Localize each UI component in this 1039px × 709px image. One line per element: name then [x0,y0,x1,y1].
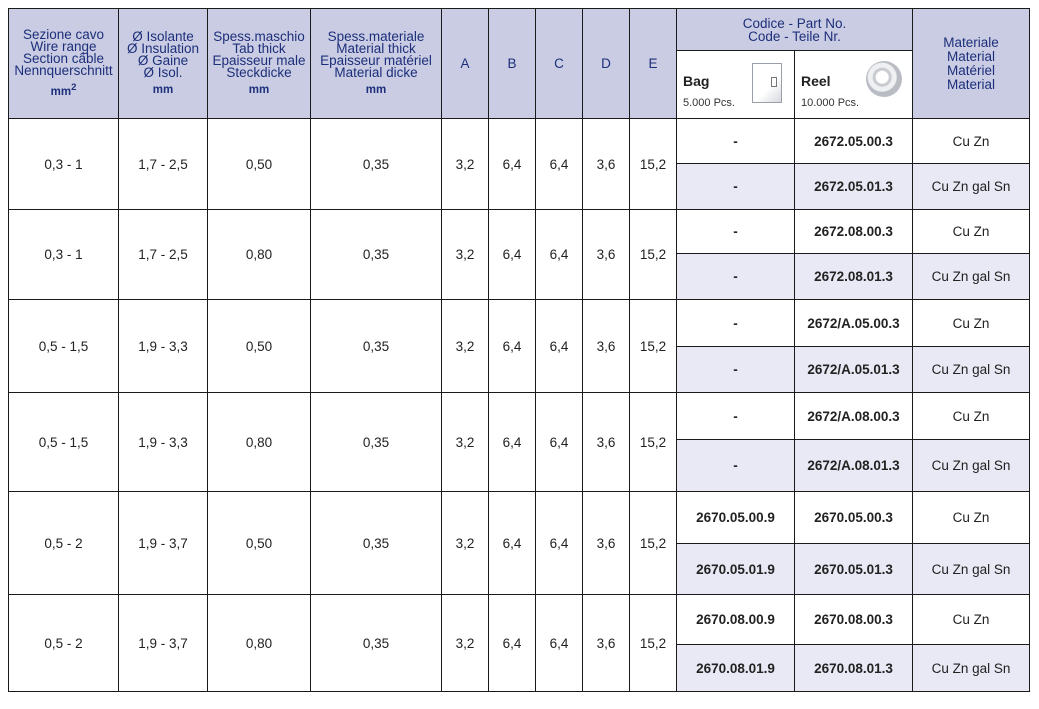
table-row [9,393,1030,440]
cell-bag-code: - [677,300,795,347]
cell-wire-range: 0,5 - 2 [9,595,119,692]
cell-wire-range: 0,5 - 1,5 [9,300,119,393]
cell-material: Cu Zn [913,119,1030,164]
cell-dim-a: 3,2 [442,119,489,210]
cell-dim-c: 6,4 [536,492,583,595]
header-reel [795,51,913,119]
cell-dim-a: 3,2 [442,300,489,393]
cell-bag-code: 2670.05.00.9 [677,492,795,544]
header-dim-b: B [489,9,536,119]
cell-material: Cu Zn gal Sn [913,544,1030,595]
header-dim-a: A [442,9,489,119]
cell-reel-code: 2672.05.00.3 [795,119,913,164]
cell-dim-b: 6,4 [489,119,536,210]
cell-tab-thick: 0,80 [208,393,311,492]
cell-dim-c: 6,4 [536,300,583,393]
cell-tab-thick: 0,80 [208,210,311,300]
cell-insulation: 1,9 - 3,3 [119,300,208,393]
bag-label: Bag [683,73,710,89]
cell-dim-b: 6,4 [489,300,536,393]
cell-dim-e: 15,2 [630,595,677,692]
cell-reel-code: 2672/A.05.01.3 [795,347,913,393]
cell-reel-code: 2670.08.01.3 [795,645,913,692]
header-dim-c: C [536,9,583,119]
cell-material: Cu Zn [913,595,1030,645]
cell-dim-d: 3,6 [583,492,630,595]
header-dim-d: D [583,9,630,119]
cell-dim-e: 15,2 [630,119,677,210]
cell-wire-range: 0,3 - 1 [9,119,119,210]
cell-dim-d: 3,6 [583,393,630,492]
cell-material: Cu Zn [913,492,1030,544]
cell-reel-code: 2672.05.01.3 [795,164,913,210]
cell-material: Cu Zn gal Sn [913,254,1030,300]
header-tab-thick: Spess.maschio Tab thick Epaisseur male Steckdicke mm [208,9,311,119]
cell-dim-e: 15,2 [630,300,677,393]
cell-material-thick: 0,35 [311,492,442,595]
cell-wire-range: 0,3 - 1 [9,210,119,300]
cell-dim-b: 6,4 [489,210,536,300]
cell-reel-code: 2670.05.00.3 [795,492,913,544]
reel-qty: 10.000 Pcs. [801,97,860,109]
cell-material-thick: 0,35 [311,595,442,692]
table-row [9,595,1030,645]
table-row [9,119,1030,164]
cell-reel-code: 2670.08.00.3 [795,595,913,645]
cell-material: Cu Zn gal Sn [913,440,1030,492]
table-row [9,300,1030,347]
cell-tab-thick: 0,50 [208,119,311,210]
cell-material-thick: 0,35 [311,119,442,210]
cell-reel-code: 2672/A.05.00.3 [795,300,913,347]
cell-dim-d: 3,6 [583,595,630,692]
cell-bag-code: - [677,440,795,492]
cell-dim-c: 6,4 [536,595,583,692]
cell-material-thick: 0,35 [311,393,442,492]
cell-dim-d: 3,6 [583,119,630,210]
cell-tab-thick: 0,50 [208,300,311,393]
cell-material-thick: 0,35 [311,210,442,300]
table-row [9,492,1030,544]
cell-material: Cu Zn [913,393,1030,440]
cell-dim-a: 3,2 [442,393,489,492]
cell-bag-code: - [677,393,795,440]
cell-dim-a: 3,2 [442,210,489,300]
table-row [9,210,1030,254]
cell-dim-c: 6,4 [536,119,583,210]
cell-dim-b: 6,4 [489,393,536,492]
header-wire-range: Sezione cavo Wire range Section câble Nennquerschnitt $mm^2$ [9,9,119,119]
cell-reel-code: 2672.08.00.3 [795,210,913,254]
cell-bag-code: - [677,164,795,210]
bag-qty: 5.000 Pcs. [683,97,735,109]
cell-insulation: 1,7 - 2,5 [119,210,208,300]
header-bag [677,51,795,119]
reel-icon [866,61,902,97]
cell-tab-thick: 0,50 [208,492,311,595]
cell-dim-a: 3,2 [442,595,489,692]
cell-material: Cu Zn gal Sn [913,347,1030,393]
cell-tab-thick: 0,80 [208,595,311,692]
cell-wire-range: 0,5 - 2 [9,492,119,595]
cell-bag-code: - [677,347,795,393]
cell-dim-e: 15,2 [630,210,677,300]
cell-material-thick: 0,35 [311,300,442,393]
cell-dim-d: 3,6 [583,300,630,393]
cell-bag-code: - [677,119,795,164]
cell-reel-code: 2672.08.01.3 [795,254,913,300]
cell-dim-b: 6,4 [489,595,536,692]
cell-insulation: 1,9 - 3,7 [119,492,208,595]
header-material-thick: Spess.materiale Material thick Epaisseur matériel Material dicke mm [311,9,442,119]
cell-material: Cu Zn gal Sn [913,164,1030,210]
cell-insulation: 1,9 - 3,7 [119,595,208,692]
cell-dim-c: 6,4 [536,210,583,300]
spec-table [8,8,1030,692]
cell-material: Cu Zn gal Sn [913,645,1030,692]
cell-reel-code: 2672/A.08.01.3 [795,440,913,492]
cell-dim-e: 15,2 [630,492,677,595]
cell-bag-code: - [677,254,795,300]
cell-dim-e: 15,2 [630,393,677,492]
header-insulation: Ø Isolante Ø Insulation Ø Gaine Ø Isol. mm [119,9,208,119]
cell-bag-code: 2670.08.01.9 [677,645,795,692]
cell-insulation: 1,9 - 3,3 [119,393,208,492]
cell-dim-b: 6,4 [489,492,536,595]
cell-bag-code: - [677,210,795,254]
cell-dim-a: 3,2 [442,492,489,595]
cell-dim-d: 3,6 [583,210,630,300]
table-body [9,119,1030,692]
header-dim-e: E [630,9,677,119]
cell-insulation: 1,7 - 2,5 [119,119,208,210]
bag-icon [752,63,782,103]
header-material: Materiale Material Matériel Material [913,9,1030,119]
cell-material: Cu Zn [913,300,1030,347]
cell-wire-range: 0,5 - 1,5 [9,393,119,492]
cell-reel-code: 2672/A.08.00.3 [795,393,913,440]
reel-label: Reel [801,73,831,89]
cell-material: Cu Zn [913,210,1030,254]
cell-bag-code: 2670.08.00.9 [677,595,795,645]
cell-dim-c: 6,4 [536,393,583,492]
cell-bag-code: 2670.05.01.9 [677,544,795,595]
header-part-code: Codice - Part No. Code - Teile Nr. [677,9,913,51]
cell-reel-code: 2670.05.01.3 [795,544,913,595]
